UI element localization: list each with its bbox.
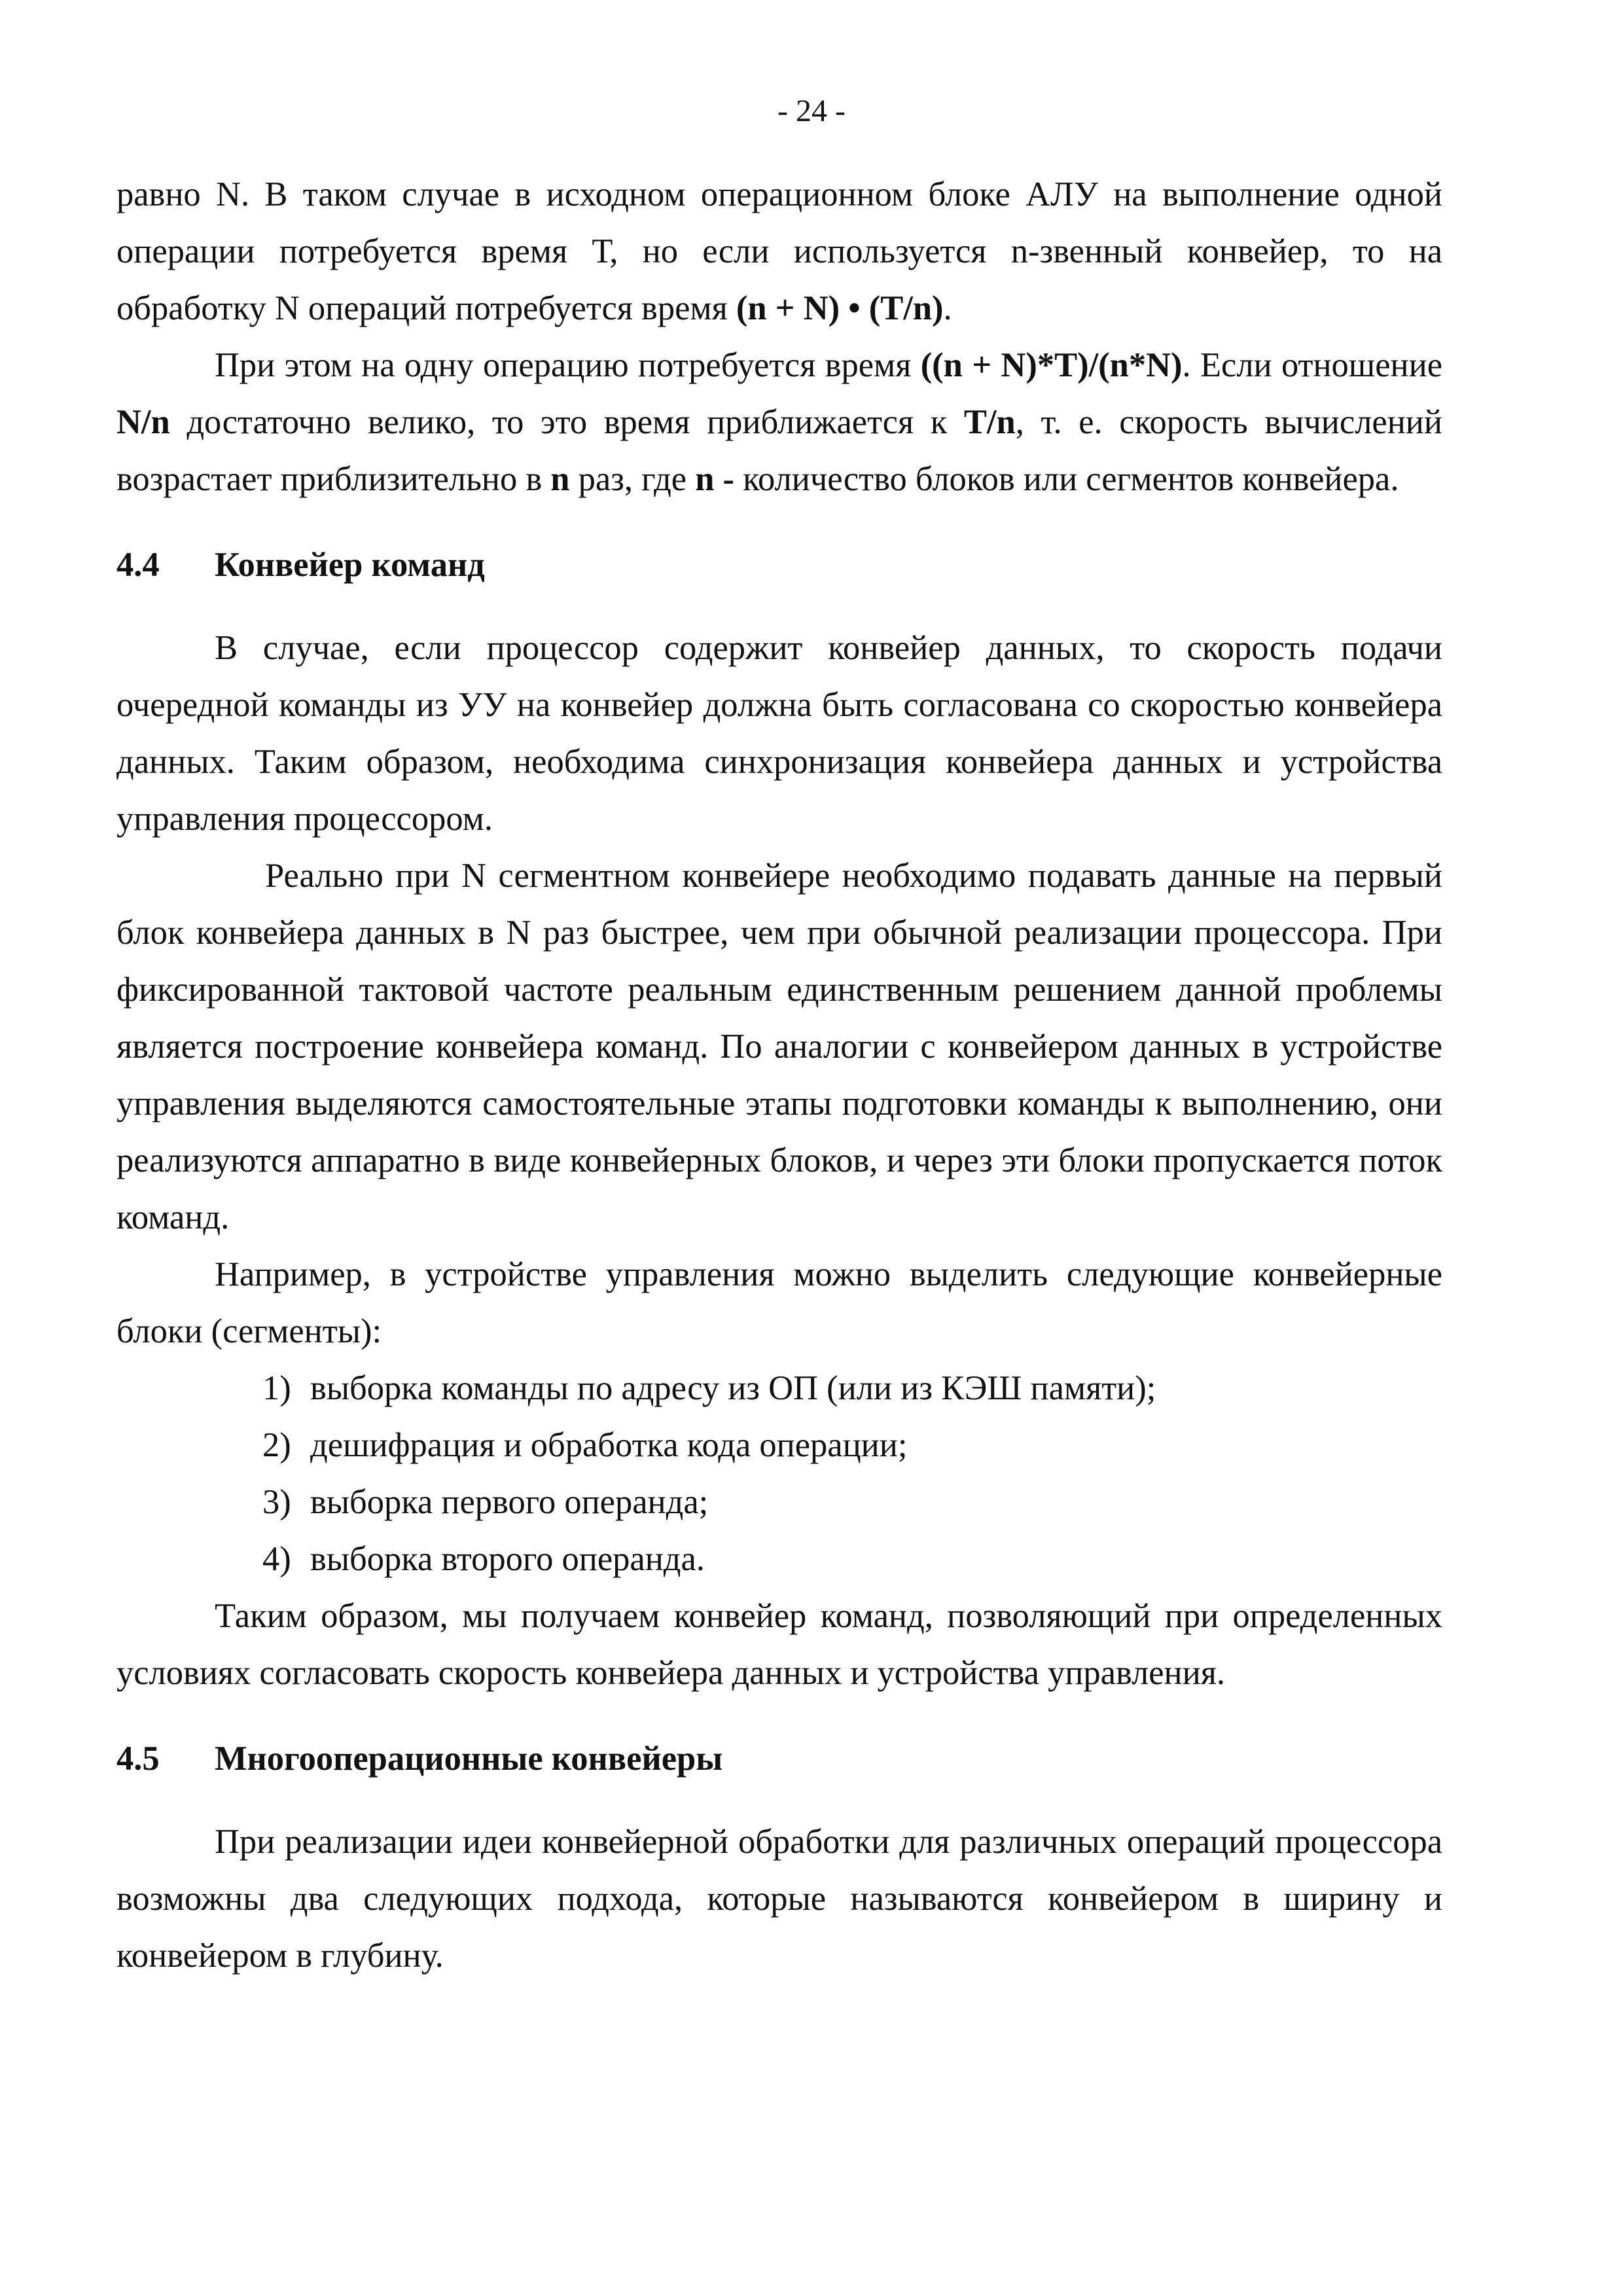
- paragraph-pipeline-time: [116, 166, 1442, 337]
- formula: n -: [695, 460, 735, 498]
- list-item-number: 2): [262, 1426, 291, 1464]
- paragraph-per-operation-time: [116, 337, 1442, 508]
- list-item: [116, 1531, 1442, 1588]
- paragraph-text: При этом на одну операцию потребуется время: [215, 346, 921, 384]
- section-heading-4-4: [116, 537, 1442, 594]
- paragraph-text: раз, где: [569, 460, 696, 498]
- formula: N/n: [116, 403, 170, 441]
- formula: ((n + N)*T)/(n*N): [920, 346, 1183, 384]
- list-item: [116, 1360, 1442, 1417]
- paragraph-text: достаточно велико, то это время приближается к: [169, 403, 964, 441]
- paragraph-text: количество блоков или сегментов конвейера.: [734, 460, 1399, 498]
- page-number: - 24 -: [777, 94, 846, 128]
- list-item-text: выборка команды по адресу из ОП (или из КЭШ памяти);: [310, 1369, 1156, 1407]
- list-item: [116, 1417, 1442, 1474]
- formula: (n + N) • (T/n): [736, 289, 944, 327]
- list-item-text: выборка первого операнда;: [310, 1483, 709, 1521]
- page-body: [116, 166, 1442, 1984]
- formula: T/n: [963, 403, 1016, 441]
- list-item-number: 3): [262, 1483, 291, 1521]
- section-title: Конвейер команд: [215, 546, 485, 584]
- paragraph-text: .: [943, 289, 952, 327]
- section-heading-4-5: [116, 1731, 1442, 1787]
- paragraph-text: равно N. В таком случае в исходном операционном блоке АЛУ на выполнение одной операции потребуется время Т, но если используется n-звенный конвейер, то на обработку N операций потребуется время: [116, 175, 1442, 327]
- section-number: 4.4: [116, 546, 160, 584]
- list-item-number: 1): [262, 1369, 291, 1407]
- list-item-number: 4): [262, 1540, 291, 1578]
- section-number: 4.5: [116, 1740, 160, 1778]
- list-item-text: выборка второго операнда.: [310, 1540, 705, 1578]
- paragraph-sync: В случае, если процессор содержит конвейер данных, то скорость подачи очередной команды из УУ на конвейер должна быть согласована со скоростью конвейера данных. Таким образом, необходима синхронизация конвейера данных и устройства управления процессором.: [116, 629, 1442, 838]
- paragraph-multi-op: При реализации идеи конвейерной обработки для различных операций процессора возможны два следующих подхода, которые называются конвейером в ширину и конвейером в глубину.: [116, 1823, 1442, 1975]
- paragraph-instruction-pipeline: Реально при N сегментном конвейере необходимо подавать данные на первый блок конвейера данных в N раз быстрее, чем при обычной реализации процессора. При фиксированной тактовой частоте реальным единственным решением данной проблемы является построение конвейера команд. По аналогии с конвейером данных в устройстве управления выделяются самостоятельные этапы подготовки команды к выполнению, они реализуются аппаратно в виде конвейерных блоков, и через эти блоки пропускается поток команд.: [116, 857, 1442, 1236]
- formula: n: [550, 460, 570, 498]
- paragraph-text: . Если отношение: [1182, 346, 1443, 384]
- paragraph-text: , т. е. скорость вычислений возрастает приблизительно в: [116, 403, 1442, 498]
- paragraph-example: Например, в устройстве управления можно выделить следующие конвейерные блоки (сегменты):: [116, 1255, 1442, 1350]
- paragraph-conclusion: Таким образом, мы получаем конвейер команд, позволяющий при определенных условиях согласовать скорость конвейера данных и устройства управления.: [116, 1597, 1442, 1692]
- list-item-text: дешифрация и обработка кода операции;: [310, 1426, 908, 1464]
- pipeline-stages-list: [116, 1360, 1442, 1588]
- section-title: Многооперационные конвейеры: [215, 1740, 723, 1778]
- list-item: [116, 1474, 1442, 1531]
